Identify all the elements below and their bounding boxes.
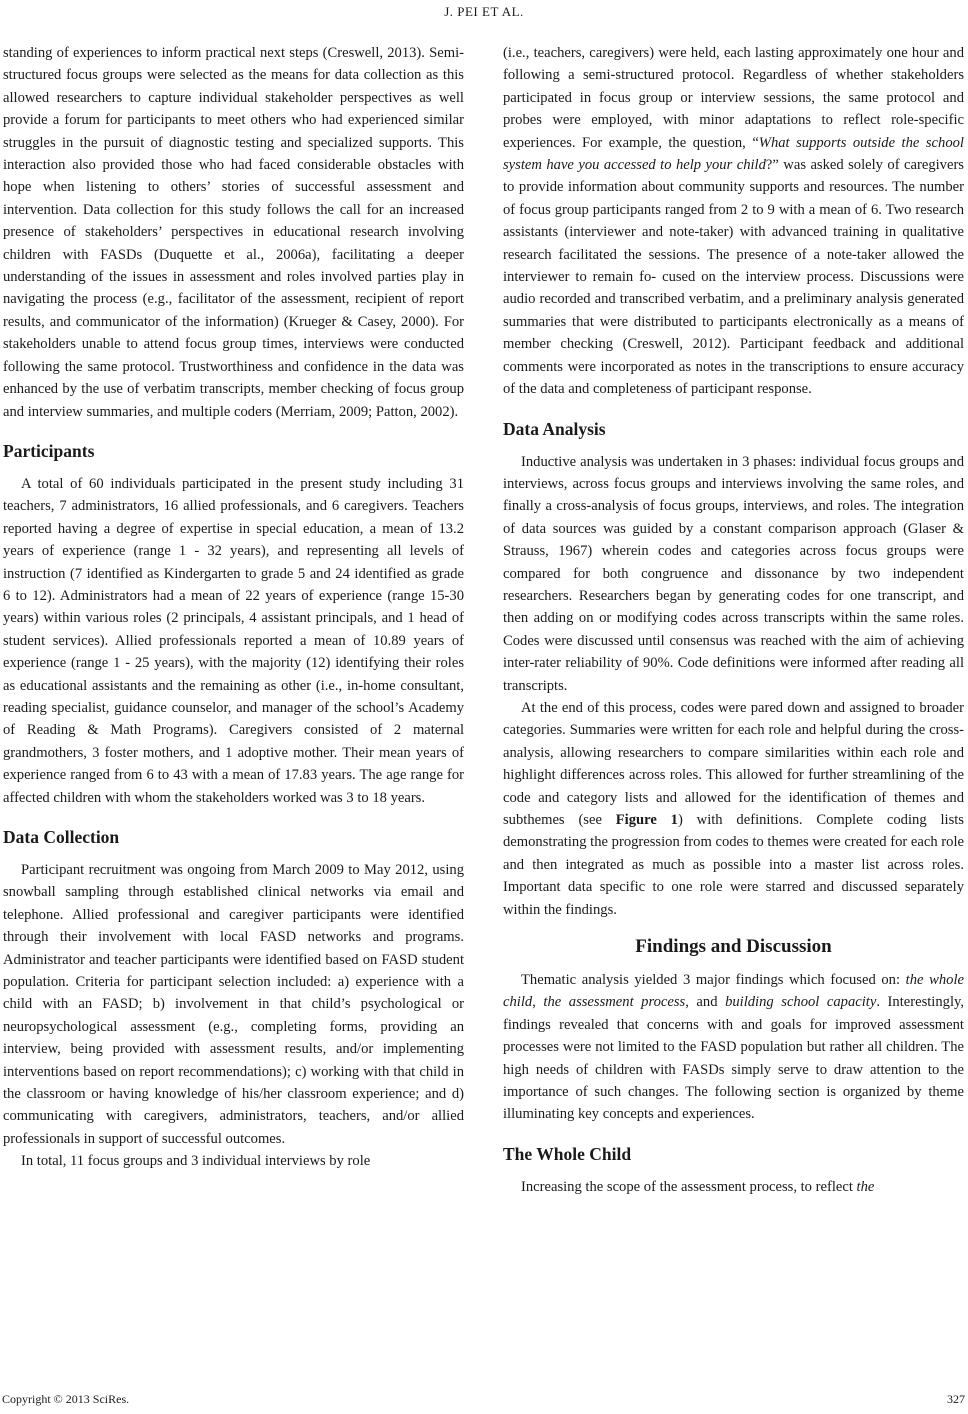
paragraph-coding-process [503,697,964,921]
copyright-notice: Copyright © 2013 SciRes. [2,1392,130,1406]
text-segment: . Interestingly, findings revealed that concerns with and goals for improved assessment processes were not limited to the FASD population but rather all children. The high needs of children with FASDs simply serve to draw attention to the importance of such changes. The following section is organized by theme illuminating key concepts and experiences. [503,994,965,1123]
paragraph-whole-child [503,1176,964,1198]
figure-reference: Figure 1 [615,812,678,828]
text-segment: ?” was asked solely of caregivers to provide information about community supports and resources. The number of focus group participants ranged from 2 to 9 with a mean of 6. Two research assistants (interviewer and note-taker) with advanced training in qualitative research facilitated the sessions. The presence of a note-taker allowed the interviewer to remain fo- cused on the interview process. Discussions were audio recorded and transcribed verbatim, and a preliminary analysis generated summaries that were distributed to participants electronically as a means of member checking (Creswell, 2012). Participant feedback and additional comments were incorporated as notes in the transcriptions to ensure accuracy of the data and completeness of participant response. [503,157,964,398]
page-number: 327 [947,1392,965,1406]
text-segment: At the end of this process, codes were pared down and assigned to broader categories. Summaries were written for each role and helpful during the cross-analysis, allowing researchers to compare similarities within each role and highlight differences across roles. This allowed for further streamlining of the code and category lists and allowed for the identification of themes and subthemes (see [503,699,964,828]
paragraph-findings [503,969,964,1126]
text-segment: ) with definitions. Complete coding lists demonstrating the progression from codes to themes were created for each role and then integrated as much as possible into a master list across roles. Important data specific to one role were starred and discussed separately within the findings. [503,812,964,918]
paragraph-focus-group-protocol [503,42,964,401]
heading-data-analysis: Data Analysis [503,418,606,439]
paragraph-data-collection: Participant recruitment was ongoing from March 2009 to May 2012, using snowball sampling through established clinical networks via email and telephone. Allied professional and caregiver participants were identified through their involvement with local FASD networks and programs. Administrator and teacher participants were identified based on FASD student population. Criteria for participant selection included: a) experience with a child with an FASD; b) involvement in that child’s psychological or neuropsychological assessment (e.g., completing forms, providing an interview, being provided with assessment results, and/or implementing interventions based on report recommendations); c) working with that child in the classroom or having knowledge of his/her classroom experience; and d) communicating with caregivers, administrators, teachers, and/or allied professionals in support of successful outcomes. [3,862,464,1147]
paragraph-method-intro: standing of experiences to inform practical next steps (Creswell, 2013). Semi-structured focus groups were selected as the means for data collection as this allowed researchers to capture individual stakeholder perspectives as well provide a forum for participants to meet others who had experienced similar struggles in the pursuit of diagnostic testing and specialized supports. This interaction also provided those who had faced considerable obstacles with hope when listening to others’ stories of successful assessment and intervention. Data collection for this study follows the call for an increased presence of stakeholders’ perspectives in educational research involving children with FASDs (Duquette et al., 2006a), facilitating a deeper understanding of the issues in assessment and roles involved parties play in navigating the process (e.g., facilitator of the assessment, recipient of report results, and communicator of the information) (Krueger & Casey, 2000). For stakeholders unable to attend focus group times, interviews were conducted following the same protocol. Trustworthiness and confidence in the data was enhanced by the use of verbatim transcripts, member checking of focus group and interview summaries, and multiple coders (Merriam, 2009; Patton, 2002). [3,45,464,420]
text-segment: , and [685,994,726,1011]
italic-text: the [856,1178,875,1195]
running-head: J. PEI ET AL. [444,4,524,19]
italic-question: What supports outside the school system have you accessed to help your child [503,134,964,174]
text-segment: Thematic analysis yielded 3 major findings which focused on: [521,972,906,989]
left-column [3,42,464,1173]
paragraph-focus-group-total: In total, 11 focus groups and 3 individual interviews by role [21,1153,371,1170]
right-column [503,42,964,1198]
heading-findings-discussion: Findings and Discussion [635,936,832,958]
paragraph-participants: A total of 60 individuals participated in the present study including 31 teachers, 7 administrators, 16 allied professionals, and 6 caregivers. Teachers reported having a degree of expertise in special education, a mean of 13.2 years of experience (range 1 - 32 years), and representing all levels of instruction (7 identified as Kindergarten to grade 5 and 24 identified as grade 6 to 12). Administrators had a mean of 22 years of experience (range 15-30 years) within various roles (2 principals, 4 assistant principals, and 1 head of student services). Allied professionals reported a mean of 10.89 years of experience (range 1 - 25 years), with the majority (12) identifying their roles as educational assistants and the remaining as other (i.e., in-home consultant, reading specialist, guidance counselor, and manager of the school’s Academy of Reading & Math Programs). Caregivers consisted of 2 maternal grandmothers, 3 foster mothers, and 1 adoptive mother. Their mean years of experience ranged from 6 to 43 with a mean of 17.83 years. The age range for affected children with whom the stakeholders worked was 3 to 18 years. [3,475,464,806]
heading-whole-child: The Whole Child [503,1143,632,1164]
italic-theme: the assessment process [543,994,686,1011]
heading-participants: Participants [3,440,95,461]
text-segment: (i.e., teachers, caregivers) were held, each lasting approximately one hour and following a semi-structured protocol. Regardless of whether stakeholders participated in focus group or interview sessions, the same protocol and probes were employed, with minor adaptations to reflect role-specific experiences. For example, the question, “ [503,45,964,151]
italic-theme: the whole child [503,972,964,1011]
paragraph-data-analysis: Inductive analysis was undertaken in 3 phases: individual focus groups and interviews, across focus groups and interviews involving the same roles, and finally a cross-analysis of focus groups, interviews, and roles. The integration of data sources was guided by a constant comparison approach (Glaser & Strauss, 1967) wherein codes and categories across focus groups were compared for both congruence and dissonance by two independent researchers. Researchers began by generating codes for one transcript, and then adding on or modifying codes across transcripts within the same roles. Codes were discussed until consensus was reached with the aim of achieving inter-rater reliability of 90%. Code definitions were informed after reading all transcripts. [503,453,964,694]
text-segment: Increasing the scope of the assessment process, to reflect [521,1178,857,1195]
text-segment: , [532,994,544,1011]
italic-theme: building school capacity [725,994,877,1011]
heading-data-collection: Data Collection [3,827,120,847]
